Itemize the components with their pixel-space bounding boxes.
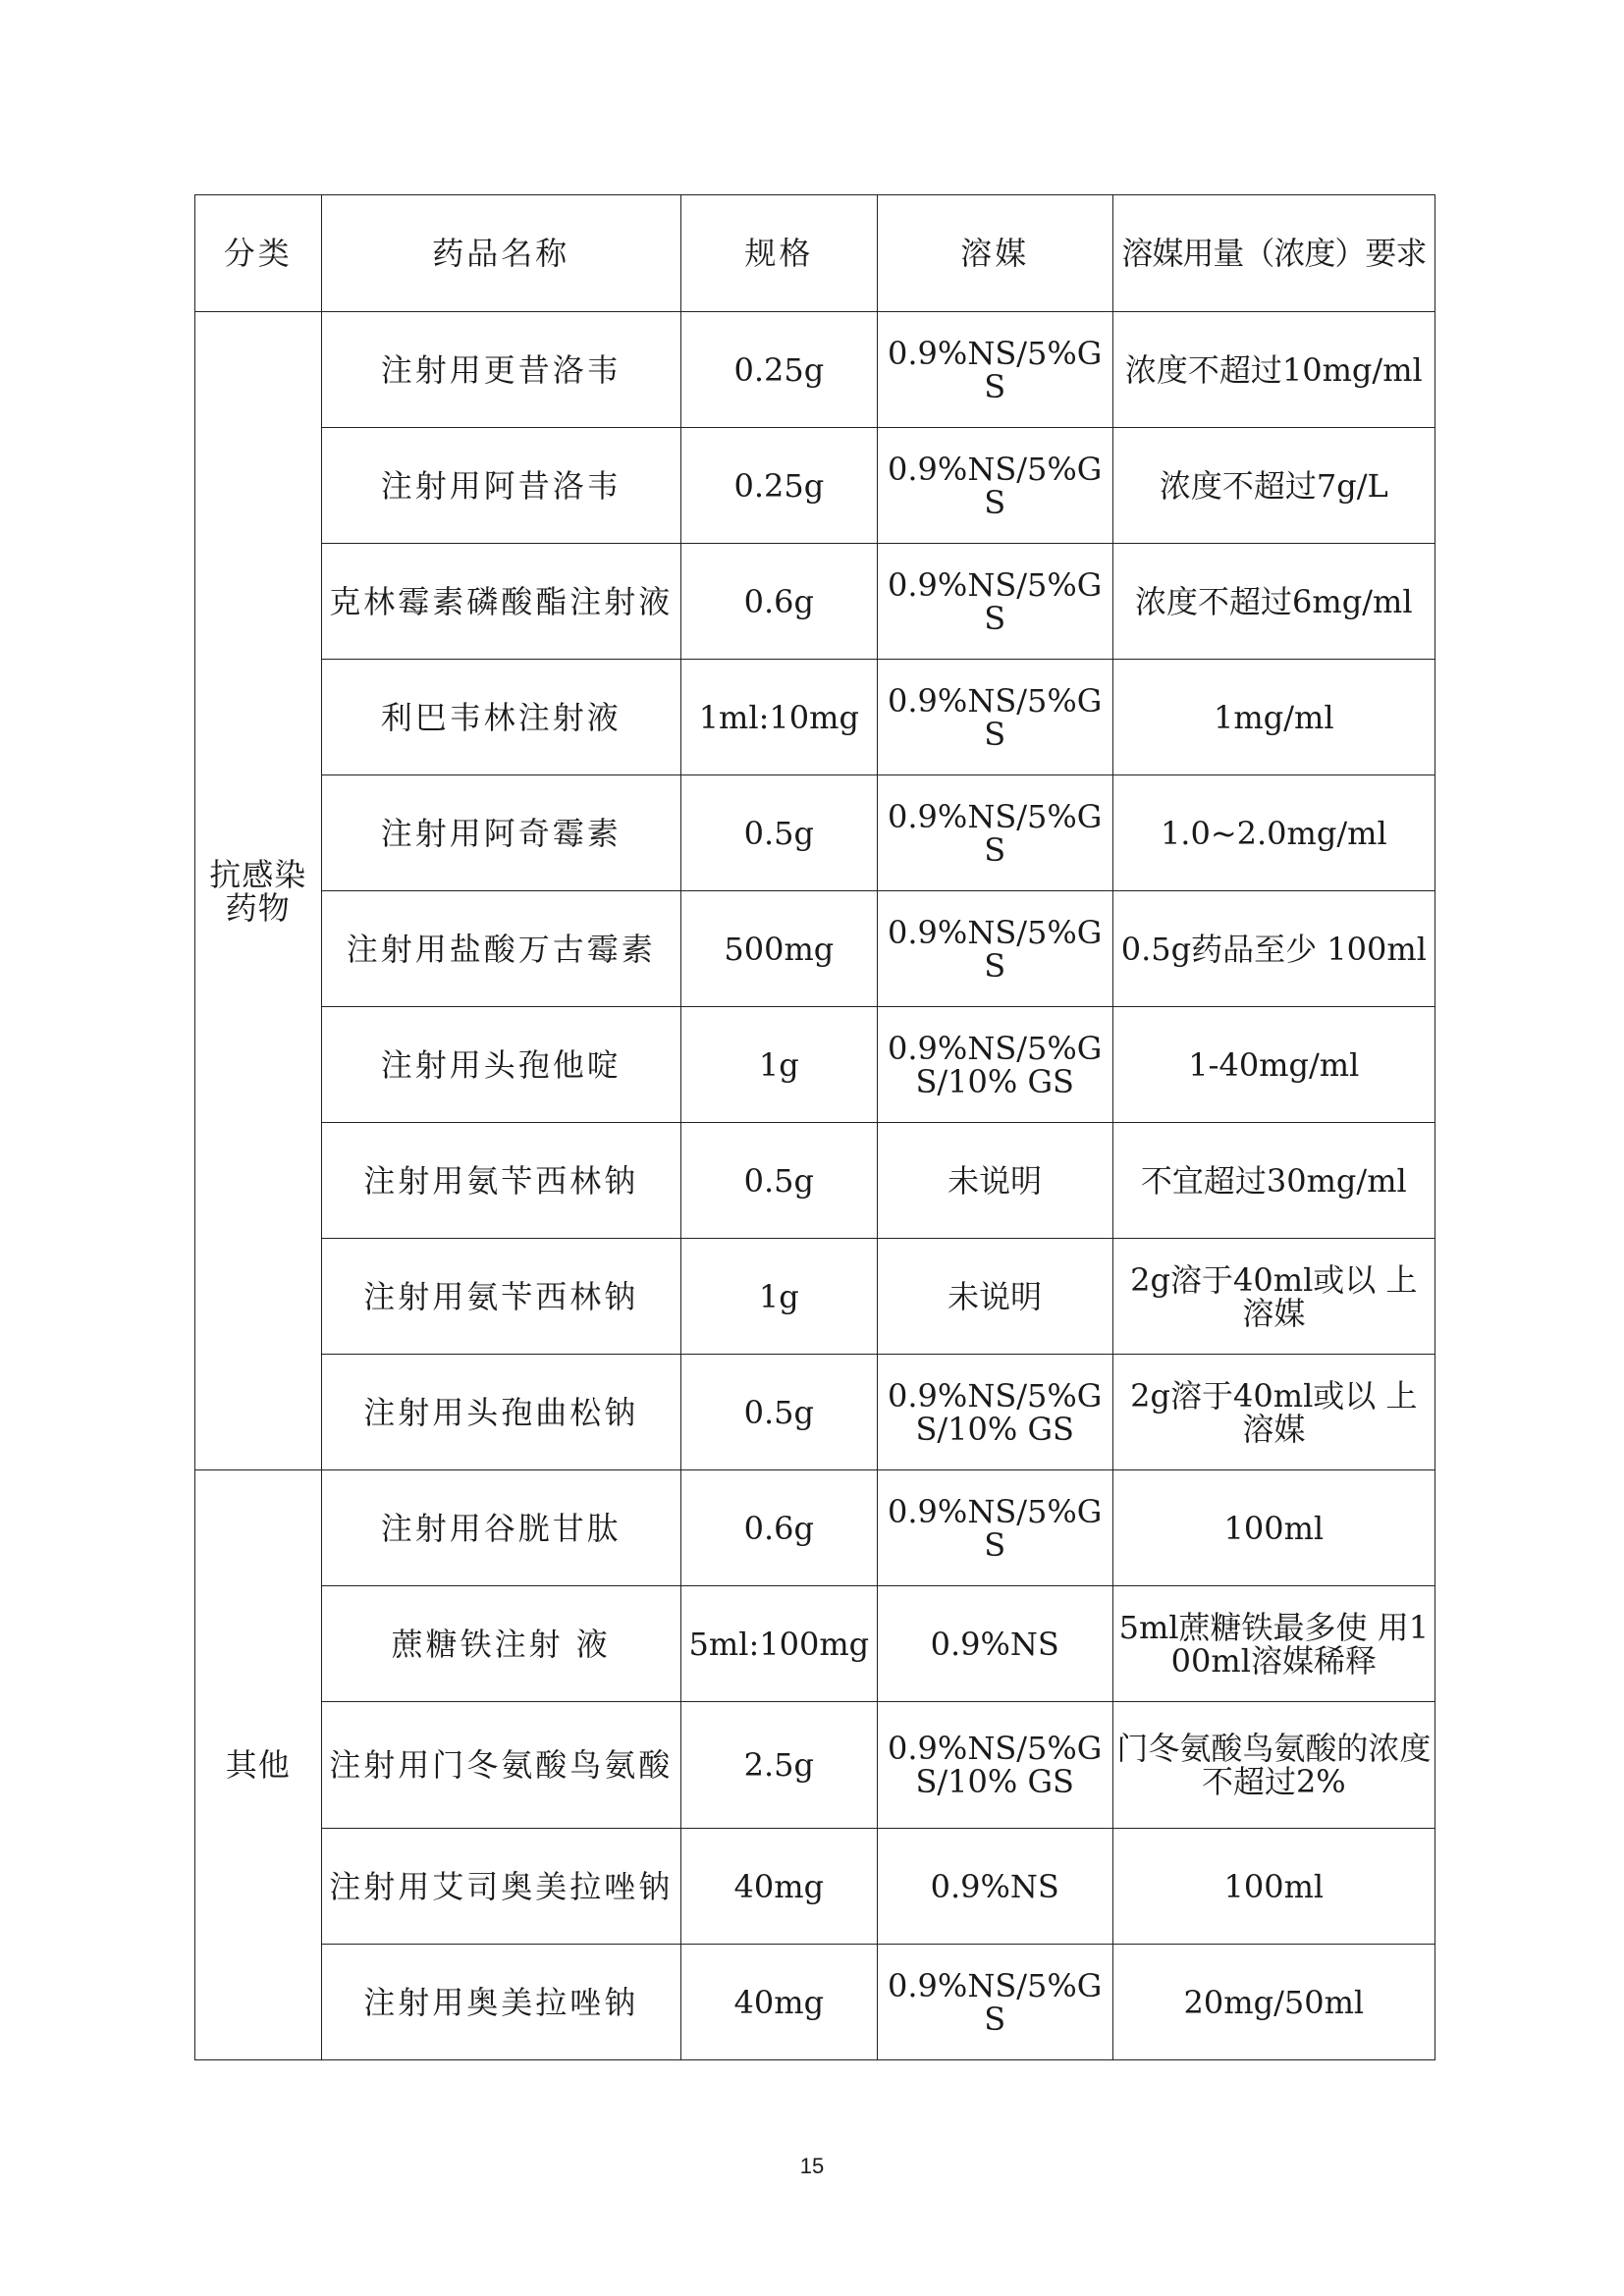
- table-row: [195, 312, 1435, 428]
- solvent-cell: 0.9%NS/5%GS: [877, 312, 1112, 428]
- drug-name-cell: 克林霉素磷酸酯注射液: [321, 544, 680, 660]
- table-row: [195, 1355, 1435, 1470]
- solvent-cell: 0.9%NS/5%GS: [877, 1945, 1112, 2060]
- solvent-cell: 0.9%NS/5%GS: [877, 544, 1112, 660]
- spec-cell: 2.5g: [680, 1702, 877, 1829]
- spec-cell: 1ml:10mg: [680, 660, 877, 775]
- spec-cell: 0.25g: [680, 428, 877, 544]
- solvent-cell: 0.9%NS/5%GS: [877, 428, 1112, 544]
- header-spec: 规格: [680, 195, 877, 312]
- spec-cell: 40mg: [680, 1829, 877, 1945]
- table-row: [195, 1007, 1435, 1123]
- spec-cell: 0.5g: [680, 775, 877, 891]
- table-row: [195, 428, 1435, 544]
- header-solvent: 溶媒: [877, 195, 1112, 312]
- spec-cell: 5ml:100mg: [680, 1586, 877, 1702]
- spec-cell: 1g: [680, 1239, 877, 1355]
- spec-cell: 40mg: [680, 1945, 877, 2060]
- category-cell: 抗感染药物: [195, 312, 322, 1470]
- solvent-cell: 0.9%NS/5%GS: [877, 891, 1112, 1007]
- header-drug-name: 药品名称: [321, 195, 680, 312]
- drug-name-cell: 注射用阿奇霉素: [321, 775, 680, 891]
- requirement-cell: 2g溶于40ml或以 上溶媒: [1112, 1355, 1435, 1470]
- drug-name-cell: 注射用氨苄西林钠: [321, 1123, 680, 1239]
- drug-name-cell: 注射用盐酸万古霉素: [321, 891, 680, 1007]
- requirement-cell: 5ml蔗糖铁最多使 用100ml溶媒稀释: [1112, 1586, 1435, 1702]
- solvent-cell: 未说明: [877, 1123, 1112, 1239]
- spec-cell: 0.25g: [680, 312, 877, 428]
- spec-cell: 0.6g: [680, 1470, 877, 1586]
- drug-name-cell: 注射用门冬氨酸鸟氨酸: [321, 1702, 680, 1829]
- table-row: [195, 544, 1435, 660]
- drug-name-cell: 蔗糖铁注射 液: [321, 1586, 680, 1702]
- solvent-cell: 0.9%NS: [877, 1586, 1112, 1702]
- drug-name-cell: 注射用阿昔洛韦: [321, 428, 680, 544]
- requirement-cell: 20mg/50ml: [1112, 1945, 1435, 2060]
- spec-cell: 500mg: [680, 891, 877, 1007]
- spec-cell: 1g: [680, 1007, 877, 1123]
- solvent-cell: 0.9%NS: [877, 1829, 1112, 1945]
- table-row: [195, 1586, 1435, 1702]
- requirement-cell: 不宜超过30mg/ml: [1112, 1123, 1435, 1239]
- drug-name-cell: 注射用奥美拉唑钠: [321, 1945, 680, 2060]
- solvent-cell: 未说明: [877, 1239, 1112, 1355]
- requirement-cell: 1-40mg/ml: [1112, 1007, 1435, 1123]
- solvent-cell: 0.9%NS/5%GS: [877, 1470, 1112, 1586]
- requirement-cell: 浓度不超过10mg/ml: [1112, 312, 1435, 428]
- solvent-cell: 0.9%NS/5%GS/10% GS: [877, 1702, 1112, 1829]
- table-header-row: [195, 195, 1435, 312]
- drug-name-cell: 注射用头孢他啶: [321, 1007, 680, 1123]
- category-cell: 其他: [195, 1470, 322, 2060]
- page-number: 15: [799, 2154, 825, 2178]
- table-row: [195, 1829, 1435, 1945]
- requirement-cell: 1mg/ml: [1112, 660, 1435, 775]
- drug-name-cell: 注射用谷胱甘肽: [321, 1470, 680, 1586]
- table-row: [195, 1123, 1435, 1239]
- requirement-cell: 1.0~2.0mg/ml: [1112, 775, 1435, 891]
- spec-cell: 0.6g: [680, 544, 877, 660]
- drug-name-cell: 注射用艾司奥美拉唑钠: [321, 1829, 680, 1945]
- table-row: [195, 1239, 1435, 1355]
- header-category: 分类: [195, 195, 322, 312]
- requirement-cell: 100ml: [1112, 1829, 1435, 1945]
- drug-solvent-table: [194, 194, 1435, 2060]
- requirement-cell: 0.5g药品至少 100ml: [1112, 891, 1435, 1007]
- spec-cell: 0.5g: [680, 1123, 877, 1239]
- drug-name-cell: 利巴韦林注射液: [321, 660, 680, 775]
- drug-name-cell: 注射用头孢曲松钠: [321, 1355, 680, 1470]
- solvent-cell: 0.9%NS/5%GS/10% GS: [877, 1007, 1112, 1123]
- table-row: [195, 1945, 1435, 2060]
- requirement-cell: 2g溶于40ml或以 上溶媒: [1112, 1239, 1435, 1355]
- table-row: [195, 1470, 1435, 1586]
- solvent-cell: 0.9%NS/5%GS: [877, 775, 1112, 891]
- spec-cell: 0.5g: [680, 1355, 877, 1470]
- drug-name-cell: 注射用氨苄西林钠: [321, 1239, 680, 1355]
- requirement-cell: 浓度不超过6mg/ml: [1112, 544, 1435, 660]
- requirement-cell: 100ml: [1112, 1470, 1435, 1586]
- solvent-cell: 0.9%NS/5%GS: [877, 660, 1112, 775]
- table-body: [195, 312, 1435, 2060]
- drug-name-cell: 注射用更昔洛韦: [321, 312, 680, 428]
- table-row: [195, 660, 1435, 775]
- header-solvent-requirement: 溶媒用量（浓度）要求: [1112, 195, 1435, 312]
- table-row: [195, 775, 1435, 891]
- requirement-cell: 门冬氨酸鸟氨酸的浓度不超过2%: [1112, 1702, 1435, 1829]
- table-row: [195, 891, 1435, 1007]
- requirement-cell: 浓度不超过7g/L: [1112, 428, 1435, 544]
- solvent-cell: 0.9%NS/5%GS/10% GS: [877, 1355, 1112, 1470]
- table-row: [195, 1702, 1435, 1829]
